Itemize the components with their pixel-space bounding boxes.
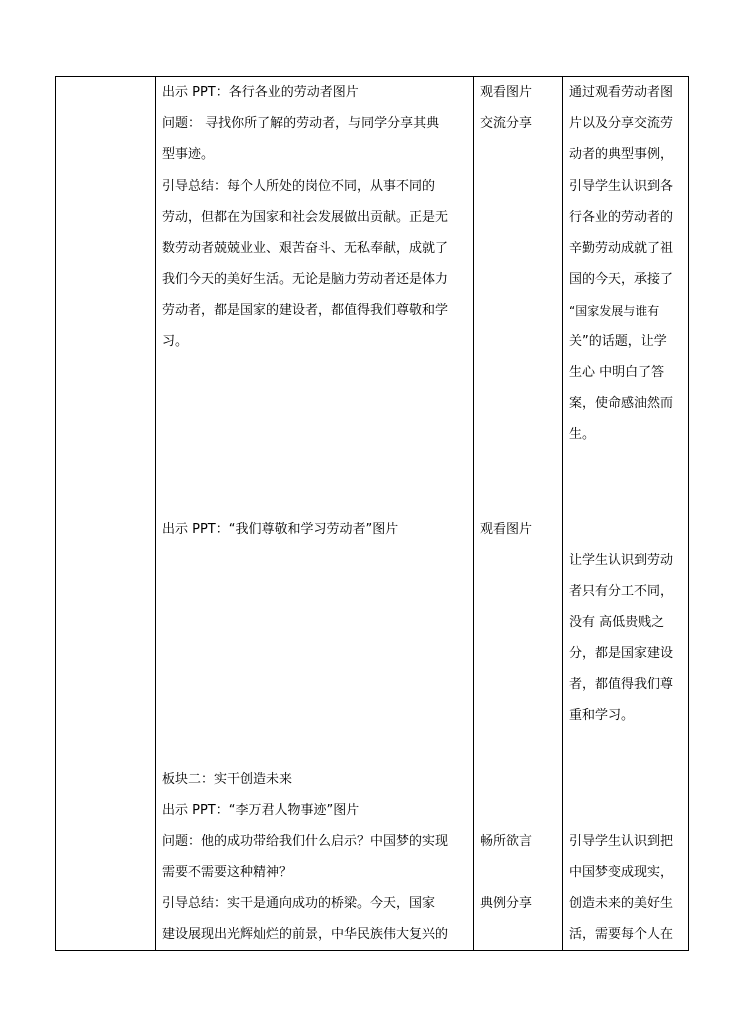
text-line: 让学生认识到劳动 bbox=[569, 553, 674, 568]
text-line: 中国梦变成现实， bbox=[569, 865, 674, 880]
text-line: 数劳动者兢兢业业、艰苦奋斗、无私奉献，成就了 bbox=[162, 241, 449, 256]
design-intent-cell bbox=[562, 77, 688, 950]
text-line: 出示 PPT：“李万君人物事迹”图片 bbox=[162, 803, 360, 818]
text-line: 出示 PPT：“我们尊敬和学习劳动者”图片 bbox=[162, 522, 399, 537]
text-line: 问题： 寻找你所了解的劳动者，与同学分享其典 bbox=[162, 116, 440, 131]
text-line: 习。 bbox=[162, 334, 189, 349]
text-line: 分，都是国家建设 bbox=[569, 646, 674, 661]
text-line: 案，使命感油然而 bbox=[569, 396, 674, 411]
text-line: 辛勤劳动成就了祖 bbox=[569, 241, 674, 256]
text-line: 生。 bbox=[569, 427, 596, 442]
text-line: 引导总结：每个人所处的岗位不同，从事不同的 bbox=[162, 179, 436, 194]
text-line: 劳动，但都在为国家和社会发展做出贡献。正是无 bbox=[162, 210, 449, 225]
text-line: 引导总结：实干是通向成功的桥梁。今天，国家 bbox=[162, 896, 436, 911]
text-line: 引导学生认识到把 bbox=[569, 834, 674, 849]
text-line: 需要不需要这种精神？ bbox=[162, 865, 293, 880]
text-line: 通过观看劳动者图 bbox=[569, 85, 674, 100]
text-line: 行各业的劳动者的 bbox=[569, 210, 674, 225]
lesson-plan-table bbox=[55, 76, 689, 951]
text-line: 引导学生认识到各 bbox=[569, 179, 674, 194]
text-line: 创造未来的美好生 bbox=[569, 896, 674, 911]
text-line: 典例分享 bbox=[480, 896, 533, 911]
text-line: 没有 高低贵贱之 bbox=[569, 615, 665, 630]
text-line: 交流分享 bbox=[480, 116, 533, 131]
section-heading: 板块二：实干创造未来 bbox=[162, 772, 293, 787]
text-line: 片以及分享交流劳 bbox=[569, 116, 674, 131]
section-cell bbox=[56, 77, 155, 950]
text-line: 国的今天，承接了 bbox=[569, 272, 674, 287]
text-line: 型事迹。 bbox=[162, 147, 215, 162]
text-line: 者，都值得我们尊 bbox=[569, 677, 674, 692]
text-line: 观看图片 bbox=[480, 522, 533, 537]
text-line: 生心 中明白了答 bbox=[569, 365, 665, 380]
text-line: 劳动者，都是国家的建设者，都值得我们尊敬和学 bbox=[162, 303, 449, 318]
text-line: 建设展现出光辉灿烂的前景，中华民族伟大复兴的 bbox=[162, 927, 449, 942]
text-line: 者只有分工不同， bbox=[569, 584, 674, 599]
text-line: 畅所欲言 bbox=[480, 834, 533, 849]
text-line: 我们今天的美好生活。无论是脑力劳动者还是体力 bbox=[162, 272, 449, 287]
text-line: 问题：他的成功带给我们什么启示？中国梦的实现 bbox=[162, 834, 449, 849]
text-line: 观看图片 bbox=[480, 85, 533, 100]
text-line: 活，需要每个人在 bbox=[569, 927, 674, 942]
text-line: 关”的话题，让学 bbox=[569, 334, 667, 349]
teacher-activity-cell bbox=[155, 77, 473, 950]
text-line: 动者的典型事例， bbox=[569, 147, 674, 162]
text-line: “国家发展与谁有 bbox=[569, 304, 660, 318]
text-line: 出示 PPT：各行各业的劳动者图片 bbox=[162, 85, 359, 100]
student-activity-cell bbox=[473, 77, 562, 950]
text-line: 重和学习。 bbox=[569, 708, 635, 723]
